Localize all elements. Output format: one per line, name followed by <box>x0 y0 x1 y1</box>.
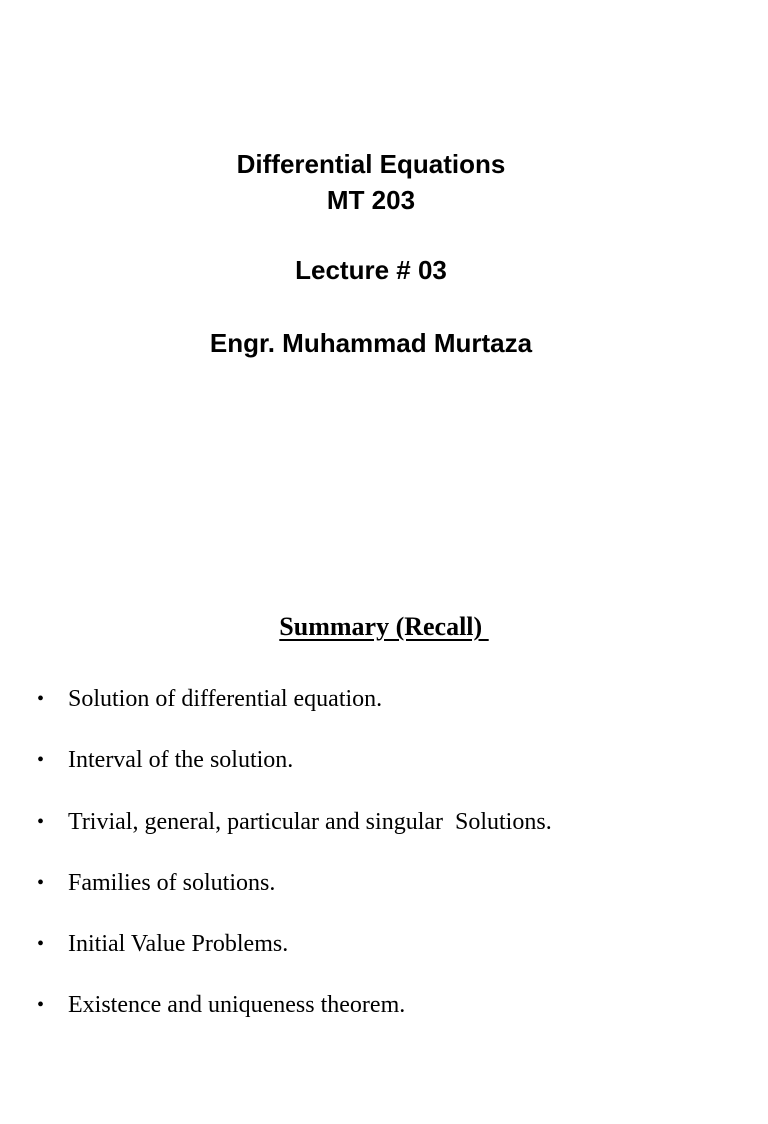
bullet-icon: • <box>37 688 45 710</box>
list-item-text: Initial Value Problems. <box>68 931 289 958</box>
list-item <box>0 927 768 988</box>
list-item <box>0 743 768 804</box>
instructor-name: Engr. Muhammad Murtaza <box>209 328 533 358</box>
bullet-icon: • <box>37 810 45 833</box>
bullet-icon: • <box>37 871 45 894</box>
list-item <box>0 805 768 866</box>
title-block <box>0 146 742 218</box>
list-item-text: Solution of differential equation. <box>68 686 383 712</box>
list-item-text: Families of solutions. <box>68 869 276 896</box>
list-item-text: Trivial, general, particular and singular Solutions. <box>68 808 552 835</box>
list-item <box>0 682 768 743</box>
lecture-label: Lecture # 03 <box>295 255 447 285</box>
list-item <box>0 866 768 927</box>
list-item <box>0 988 768 1049</box>
lecture-number <box>0 252 742 288</box>
bullet-icon: • <box>37 994 45 1017</box>
bullet-icon: • <box>37 933 45 956</box>
course-code: MT 203 <box>326 185 416 215</box>
summary-list <box>0 682 768 1050</box>
list-item-text: Interval of the solution. <box>68 747 294 774</box>
instructor-block <box>0 325 742 361</box>
bullet-icon: • <box>37 749 45 772</box>
course-title: Differential Equations <box>236 149 506 179</box>
list-item-text: Existence and uniqueness theorem. <box>68 992 406 1019</box>
summary-heading: Summary (Recall) <box>279 612 489 641</box>
